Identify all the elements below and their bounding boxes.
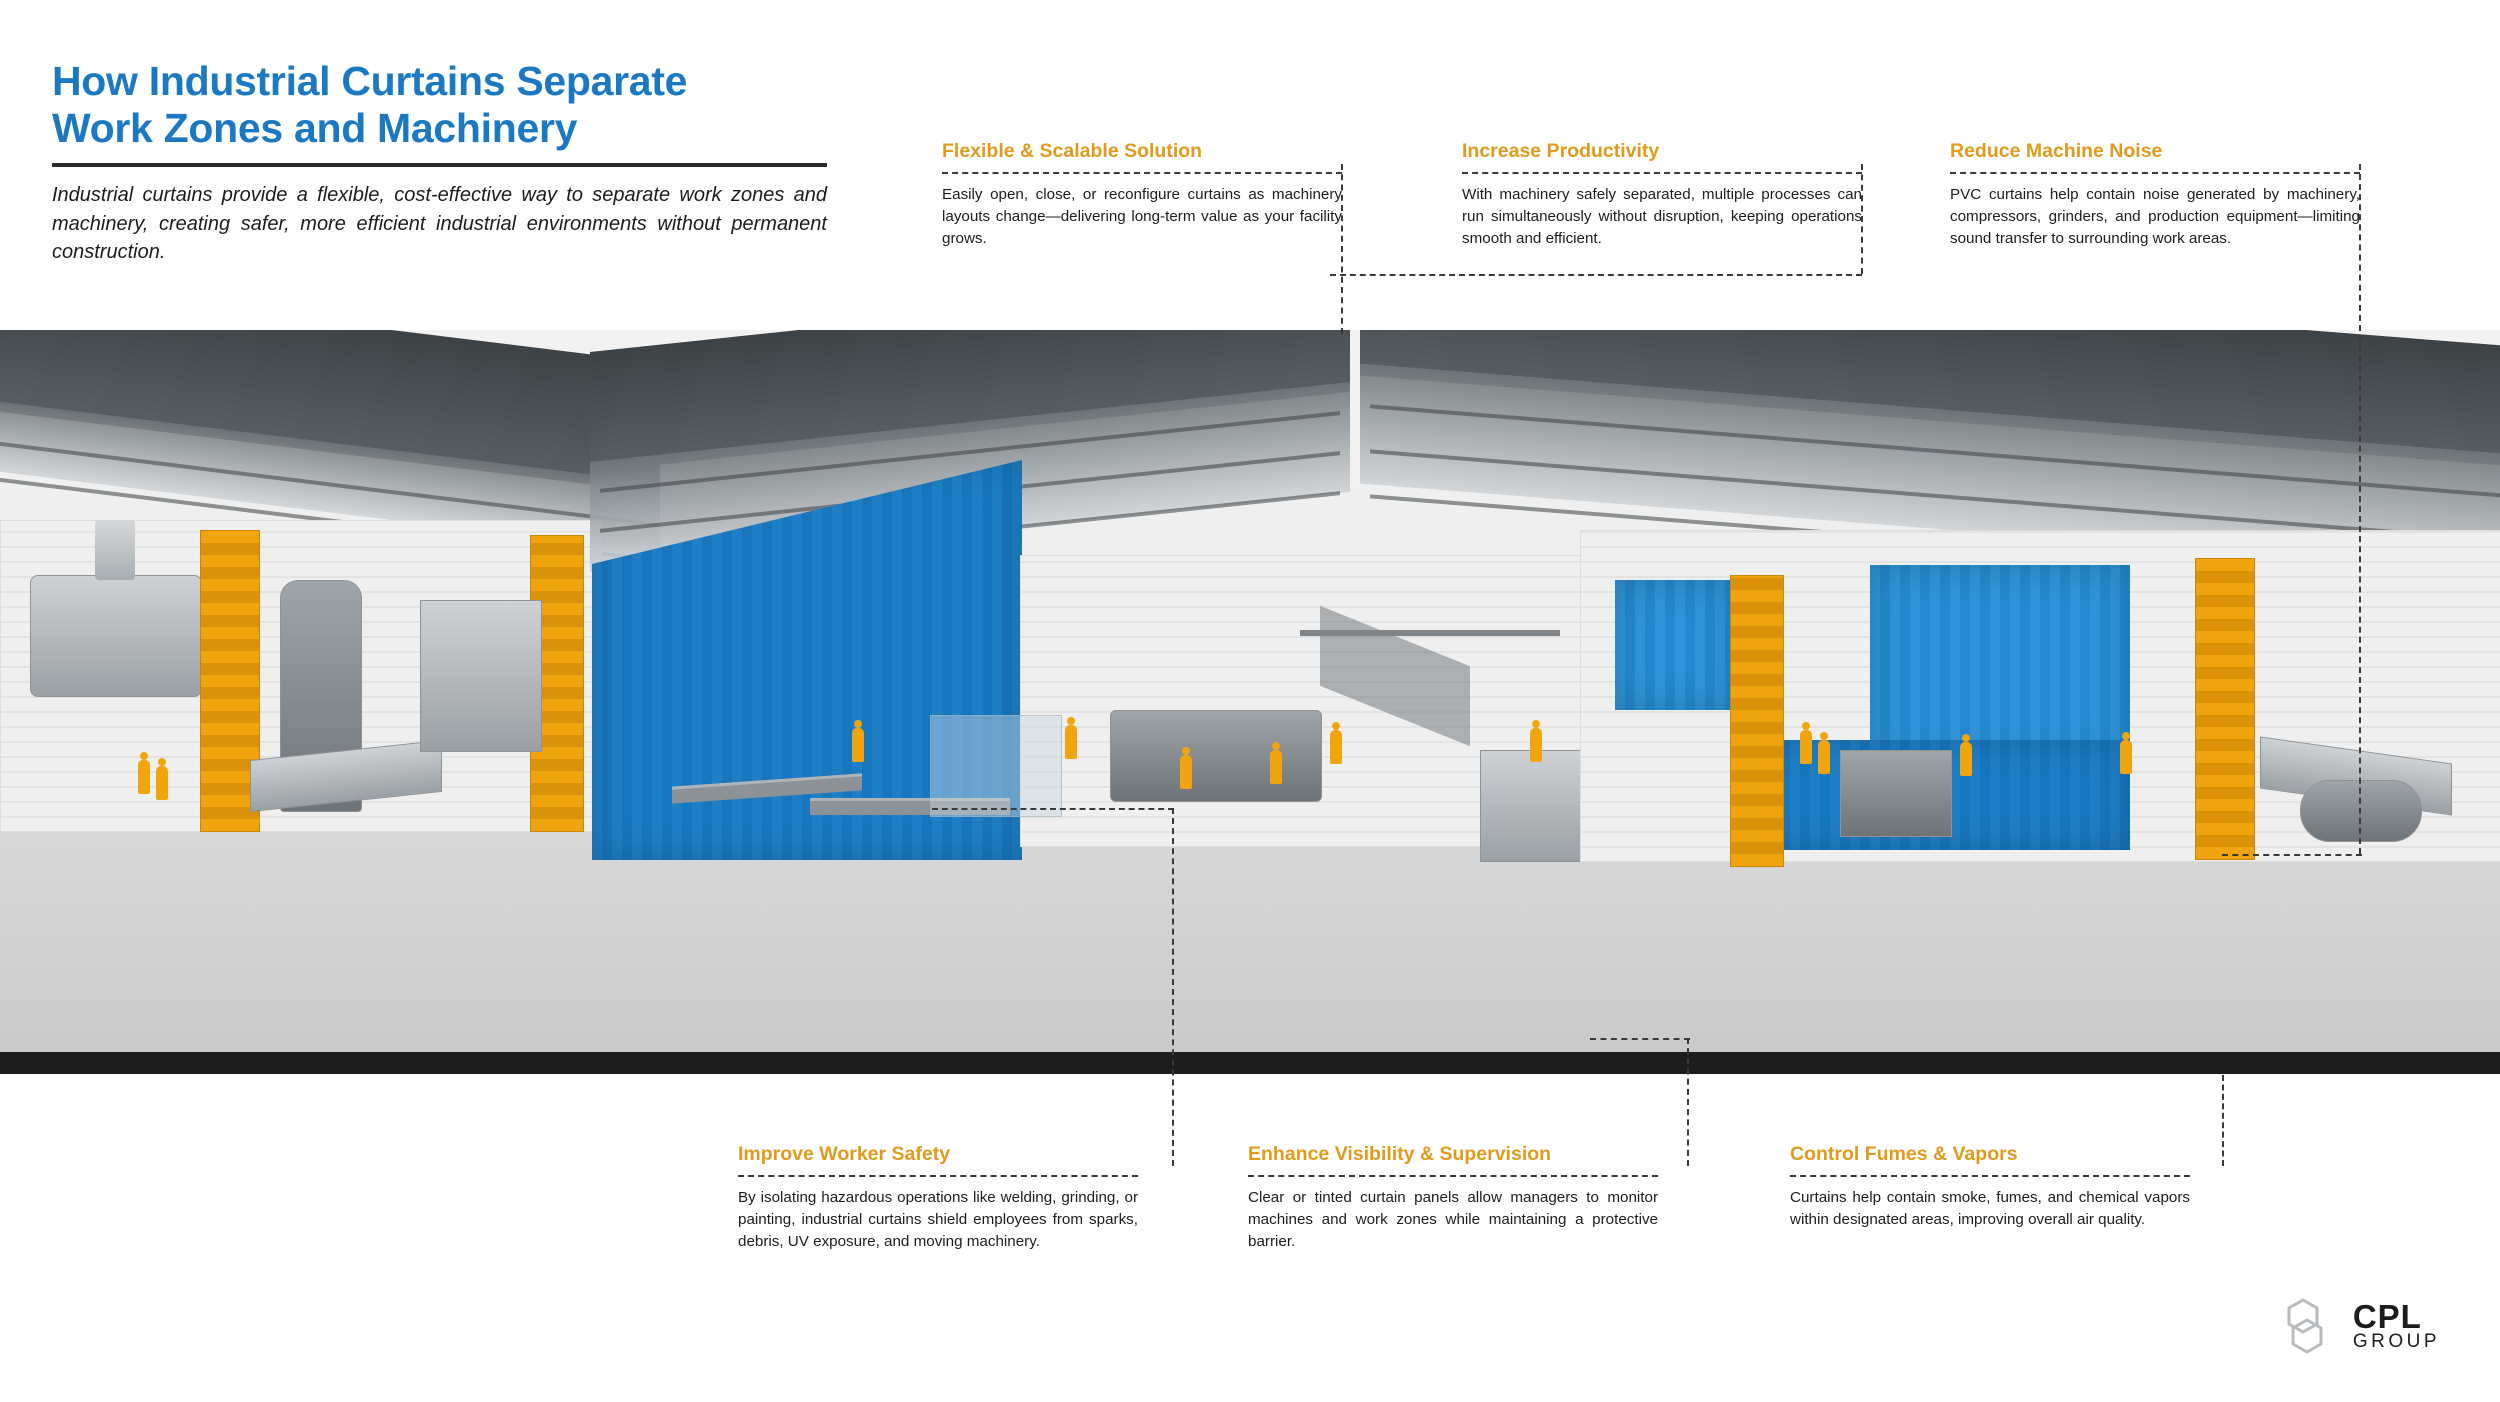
callout-body: Curtains help contain smoke, fumes, and chemical vapors within designated areas, improving overall air quality. bbox=[1790, 1189, 2190, 1229]
callout-flexible-scalable-solution bbox=[942, 140, 1342, 250]
extraction-drum bbox=[2300, 780, 2422, 842]
scaffold-tower bbox=[1730, 575, 1784, 867]
leader-line-noise bbox=[2359, 164, 2361, 854]
callout-title: Reduce Machine Noise bbox=[1950, 140, 2163, 162]
callout-improve-worker-safety bbox=[738, 1143, 1138, 1253]
header bbox=[52, 58, 827, 267]
worker-figure bbox=[1270, 750, 1282, 784]
callout-increase-productivity bbox=[1462, 140, 1862, 250]
page-title-line-2: Work Zones and Machinery bbox=[52, 104, 578, 151]
callout-divider bbox=[1248, 1175, 1658, 1177]
worker-figure bbox=[852, 728, 864, 762]
logo-suffix: GROUP bbox=[2352, 1330, 2440, 1352]
welding-booth-glass bbox=[930, 715, 1062, 817]
leader-line-fumes bbox=[2222, 1075, 2224, 1166]
dust-extraction-unit bbox=[30, 575, 202, 697]
callout-title: Enhance Visibility & Supervision bbox=[1248, 1143, 1552, 1165]
callout-divider bbox=[1950, 172, 2360, 174]
machine-frame bbox=[420, 600, 542, 752]
hexagon-logo-icon bbox=[2287, 1298, 2339, 1354]
machine-block bbox=[1840, 750, 1952, 837]
page-title-line-1: How Industrial Curtains Separate bbox=[52, 58, 688, 104]
leader-line-flexible bbox=[1341, 164, 1343, 334]
callout-title: Improve Worker Safety bbox=[738, 1143, 951, 1165]
logo-text bbox=[2352, 1298, 2440, 1352]
industrial-curtain-right-2 bbox=[1870, 565, 2130, 765]
leader-line-safety bbox=[1172, 808, 1174, 1166]
callout-title: Flexible & Scalable Solution bbox=[942, 140, 1203, 162]
callout-enhance-visibility-supervision bbox=[1248, 1143, 1658, 1253]
scaffold-tower bbox=[2195, 558, 2255, 860]
connector-safety bbox=[932, 808, 1174, 810]
worker-figure bbox=[1818, 740, 1830, 774]
leader-line-visibility bbox=[1687, 1038, 1689, 1166]
page-title bbox=[52, 58, 827, 151]
worker-figure bbox=[1800, 730, 1812, 764]
worker-figure bbox=[1530, 728, 1542, 762]
callout-body: By isolating hazardous operations like welding, grinding, or painting, industrial curtains shield employees from sparks, debris, UV exposure, and moving machinery. bbox=[738, 1189, 1138, 1251]
leader-line-productivity bbox=[1861, 164, 1863, 274]
callout-body: Clear or tinted curtain panels allow managers to monitor machines and work zones while maintaining a protective barrier. bbox=[1248, 1189, 1658, 1251]
callout-title: Control Fumes & Vapors bbox=[1790, 1143, 2018, 1165]
callout-divider bbox=[1790, 1175, 2190, 1177]
callout-divider bbox=[1462, 172, 1862, 174]
industrial-curtain-right-1 bbox=[1615, 580, 1735, 710]
worker-figure bbox=[1330, 730, 1342, 764]
scene-base-band bbox=[0, 1052, 2500, 1074]
worker-figure bbox=[1960, 742, 1972, 776]
worker-figure bbox=[1065, 725, 1077, 759]
callout-control-fumes-vapors bbox=[1790, 1143, 2190, 1231]
connector-productivity bbox=[1330, 274, 1862, 276]
logo-name: CPL bbox=[2352, 1298, 2422, 1336]
worker-figure bbox=[156, 766, 168, 800]
connector-visibility bbox=[1590, 1038, 1690, 1040]
cnc-machine bbox=[1110, 710, 1322, 802]
connector-noise bbox=[2222, 854, 2362, 856]
callout-reduce-machine-noise bbox=[1950, 140, 2360, 250]
callout-body: With machinery safely separated, multiple processes can run simultaneously without disruption, keeping operations smooth and efficient. bbox=[1462, 186, 1862, 248]
worker-figure bbox=[1180, 755, 1192, 789]
worker-figure bbox=[2120, 740, 2132, 774]
callout-divider bbox=[942, 172, 1342, 174]
factory-illustration bbox=[0, 330, 2500, 1070]
callout-divider bbox=[738, 1175, 1138, 1177]
callout-body: Easily open, close, or reconfigure curtains as machinery layouts change—delivering long-term value as your facility grows. bbox=[942, 186, 1342, 248]
ductwork bbox=[95, 520, 135, 580]
worker-figure bbox=[138, 760, 150, 794]
page-subtitle: Industrial curtains provide a flexible, cost-effective way to separate work zones and machinery, creating safer, more efficient industrial environments without permanent construction. bbox=[52, 184, 827, 264]
callout-body: PVC curtains help contain noise generated by machinery, compressors, grinders, and production equipment—limiting sound transfer to surrounding work areas. bbox=[1950, 186, 2360, 248]
callout-title: Increase Productivity bbox=[1462, 140, 1660, 162]
cpl-group-logo bbox=[2287, 1298, 2440, 1354]
title-divider bbox=[52, 163, 827, 167]
